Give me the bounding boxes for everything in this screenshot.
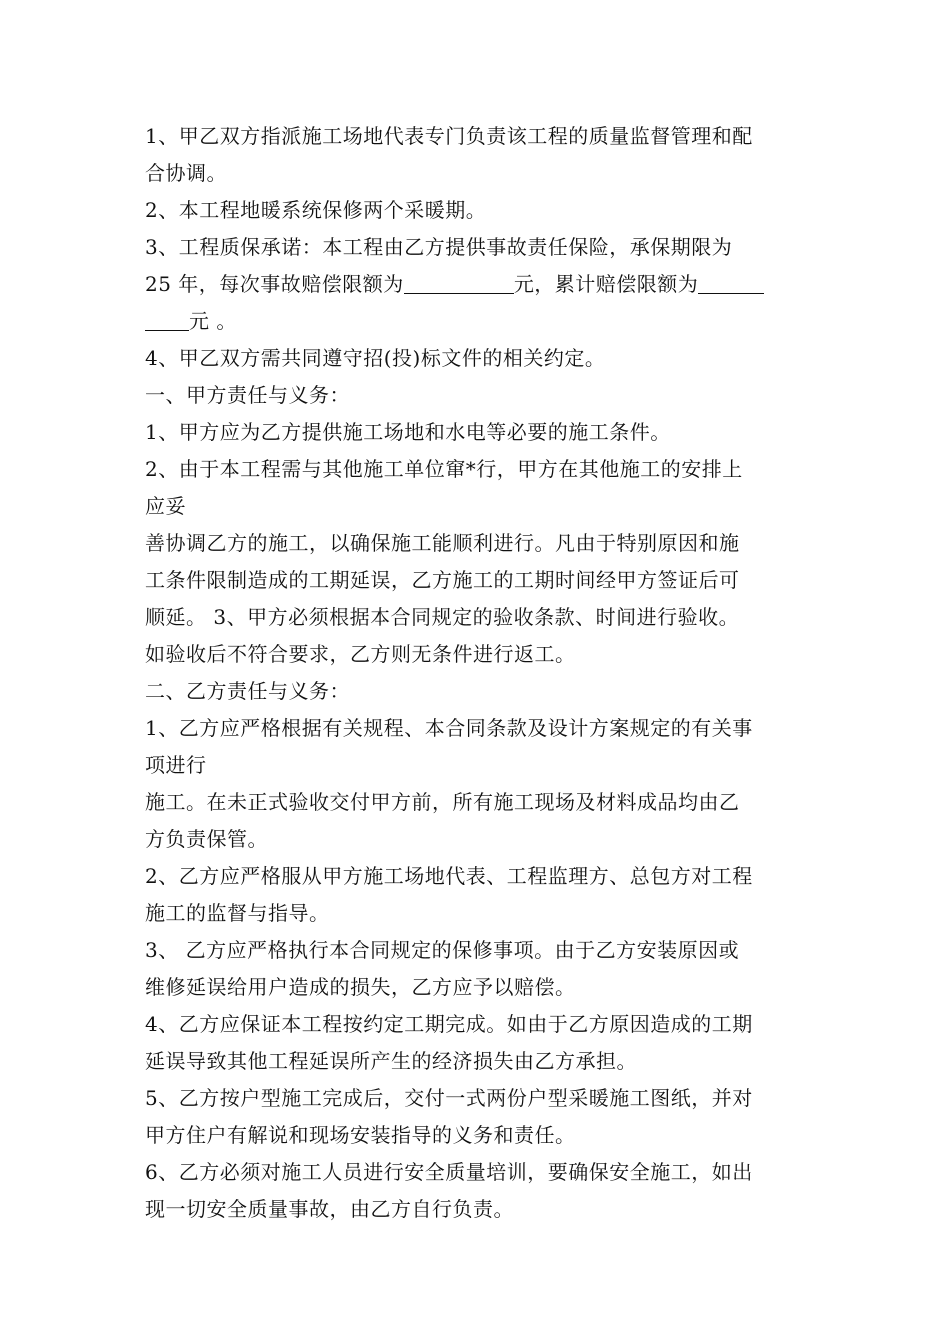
text-line: 1、甲方应为乙方提供施工场地和水电等必要的施工条件。	[145, 420, 671, 444]
text-line: 维修延误给用户造成的损失，乙方应予以赔偿。	[145, 975, 576, 999]
text-line: 2、乙方应严格服从甲方施工场地代表、工程监理方、总包方对工程	[145, 864, 753, 888]
text-line: 善协调乙方的施工，以确保施工能顺利进行。凡由于特别原因和施	[145, 531, 740, 555]
text-line: 施工的监督与指导。	[145, 901, 330, 925]
text-line: 应妥	[145, 494, 186, 518]
text-fragment: 25 年，每次事故赔偿限额为	[145, 272, 404, 296]
text-line: 4、乙方应保证本工程按约定工期完成。如由于乙方原因造成的工期	[145, 1012, 753, 1036]
text-line: 6、乙方必须对施工人员进行安全质量培训，要确保安全施工，如出	[145, 1160, 753, 1184]
text-line: 延误导致其他工程延误所产生的经济损失由乙方承担。	[145, 1049, 637, 1073]
text-line: 顺延。 3、甲方必须根据本合同规定的验收条款、时间进行验收。	[145, 605, 740, 629]
text-line: 施工。在未正式验收交付甲方前，所有施工现场及材料成品均由乙	[145, 790, 740, 814]
text-line	[145, 266, 810, 303]
text-line	[145, 303, 810, 340]
text-line: 工条件限制造成的工期延误，乙方施工的工期时间经甲方签证后可	[145, 568, 740, 592]
section-heading: 一、甲方责任与义务：	[145, 383, 350, 407]
text-line: 2、本工程地暖系统保修两个采暖期。	[145, 198, 487, 222]
text-line: 4、甲乙双方需共同遵守招(投)标文件的相关约定。	[145, 346, 606, 370]
text-line: 方负责保管。	[145, 827, 268, 851]
fill-in-blank	[404, 271, 514, 294]
text-fragment: 元 。	[189, 309, 237, 333]
text-line: 甲方住户有解说和现场安装指导的义务和责任。	[145, 1123, 576, 1147]
text-line: 3、工程质保承诺：本工程由乙方提供事故责任保险，承保期限为	[145, 235, 733, 259]
section-heading: 二、乙方责任与义务：	[145, 679, 350, 703]
text-line: 3、 乙方应严格执行本合同规定的保修事项。由于乙方安装原因或	[145, 938, 740, 962]
text-line: 5、乙方按户型施工完成后，交付一式两份户型采暖施工图纸，并对	[145, 1086, 753, 1110]
fill-in-blank	[145, 308, 189, 331]
text-line: 2、由于本工程需与其他施工单位窜*行，甲方在其他施工的安排上	[145, 457, 743, 481]
text-fragment: 元，累计赔偿限额为	[513, 272, 699, 296]
text-line: 1、甲乙双方指派施工场地代表专门负责该工程的质量监督管理和配	[145, 124, 753, 148]
fill-in-blank	[698, 271, 764, 294]
text-line: 现一切安全质量事故，由乙方自行负责。	[145, 1197, 514, 1221]
text-line: 项进行	[145, 753, 207, 777]
document-body	[145, 118, 810, 1228]
text-line: 1、乙方应严格根据有关规程、本合同条款及设计方案规定的有关事	[145, 716, 753, 740]
text-line: 合协调。	[145, 161, 227, 185]
text-line: 如验收后不符合要求，乙方则无条件进行返工。	[145, 642, 576, 666]
